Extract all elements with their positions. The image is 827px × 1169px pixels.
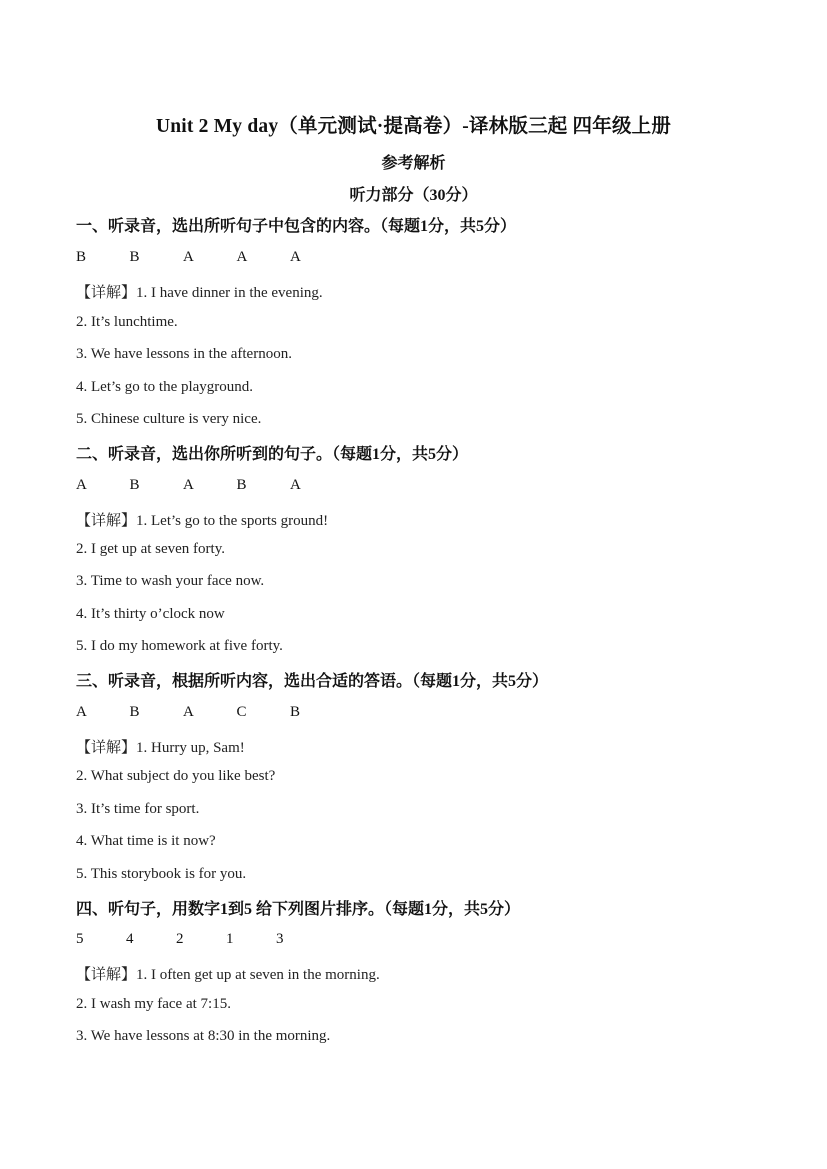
answer: A <box>236 249 248 265</box>
detail-tag: 【详解】 <box>76 283 137 301</box>
section-heading: 一、听录音，选出所听句子中包含的内容。（每题1分，共5分） <box>76 218 517 235</box>
detail-tag: 【详解】 <box>76 511 137 529</box>
answer: A <box>183 704 194 720</box>
answer: 5 <box>76 931 84 947</box>
section-heading: 四、听句子，用数字1到5 给下列图片排序。（每题1分，共5分） <box>76 901 521 918</box>
detail-tag: 【详解】 <box>76 965 137 983</box>
answer: B <box>236 477 247 493</box>
answer: B <box>290 704 301 720</box>
answer-row <box>76 249 344 266</box>
answer: B <box>129 249 140 265</box>
answer: C <box>236 704 247 720</box>
answer-row <box>76 931 326 948</box>
detail-line: 【详解】1. I have dinner in the evening. <box>76 283 323 301</box>
detail-line: 3. We have lessons at 8:30 in the morning. <box>76 1028 331 1044</box>
detail-line: 4. It’s thirty o’clock now <box>76 606 225 622</box>
detail-line: 2. I wash my face at 7:15. <box>76 996 231 1012</box>
detail-line: 5. Chinese culture is very nice. <box>76 411 262 427</box>
answer: A <box>183 477 194 493</box>
detail-line: 5. I do my homework at five forty. <box>76 638 283 654</box>
detail-line: 3. We have lessons in the afternoon. <box>76 346 292 362</box>
answer: B <box>129 477 140 493</box>
answer-row <box>76 477 344 494</box>
answer: A <box>76 704 87 720</box>
answer: 3 <box>276 931 284 947</box>
answer: A <box>183 249 194 265</box>
answer: A <box>290 249 301 265</box>
answer: 2 <box>176 931 184 947</box>
detail-line: 4. Let’s go to the playground. <box>76 379 254 395</box>
detail-line: 4. What time is it now? <box>76 833 216 849</box>
detail-line: 【详解】1. I often get up at seven in the morning. <box>76 965 380 983</box>
answer-row <box>76 704 344 721</box>
answer: B <box>76 249 87 265</box>
detail-line: 3. Time to wash your face now. <box>76 573 265 589</box>
detail-tag: 【详解】 <box>76 738 137 756</box>
page-title: Unit 2 My day（单元测试·提高卷）-译林版三起 四年级上册 <box>155 116 672 137</box>
detail-line: 【详解】1. Hurry up, Sam! <box>76 738 245 756</box>
detail-line: 2. It’s lunchtime. <box>76 314 178 330</box>
part-heading: 听力部分（30分） <box>349 187 478 204</box>
detail-line: 5. This storybook is for you. <box>76 866 247 882</box>
section-heading: 二、听录音，选出你所听到的句子。（每题1分，共5分） <box>76 446 469 463</box>
answer: 4 <box>126 931 134 947</box>
detail-line: 3. It’s time for sport. <box>76 801 200 817</box>
answer: 1 <box>226 931 234 947</box>
detail-line: 2. What subject do you like best? <box>76 768 276 784</box>
page-subtitle: 参考解析 <box>381 155 446 172</box>
answer: A <box>76 477 87 493</box>
answer: B <box>129 704 140 720</box>
answer: A <box>290 477 301 493</box>
detail-line: 2. I get up at seven forty. <box>76 541 225 557</box>
detail-line: 【详解】1. Let’s go to the sports ground! <box>76 511 329 529</box>
section-heading: 三、听录音，根据所听内容，选出合适的答语。（每题1分，共5分） <box>76 673 549 690</box>
